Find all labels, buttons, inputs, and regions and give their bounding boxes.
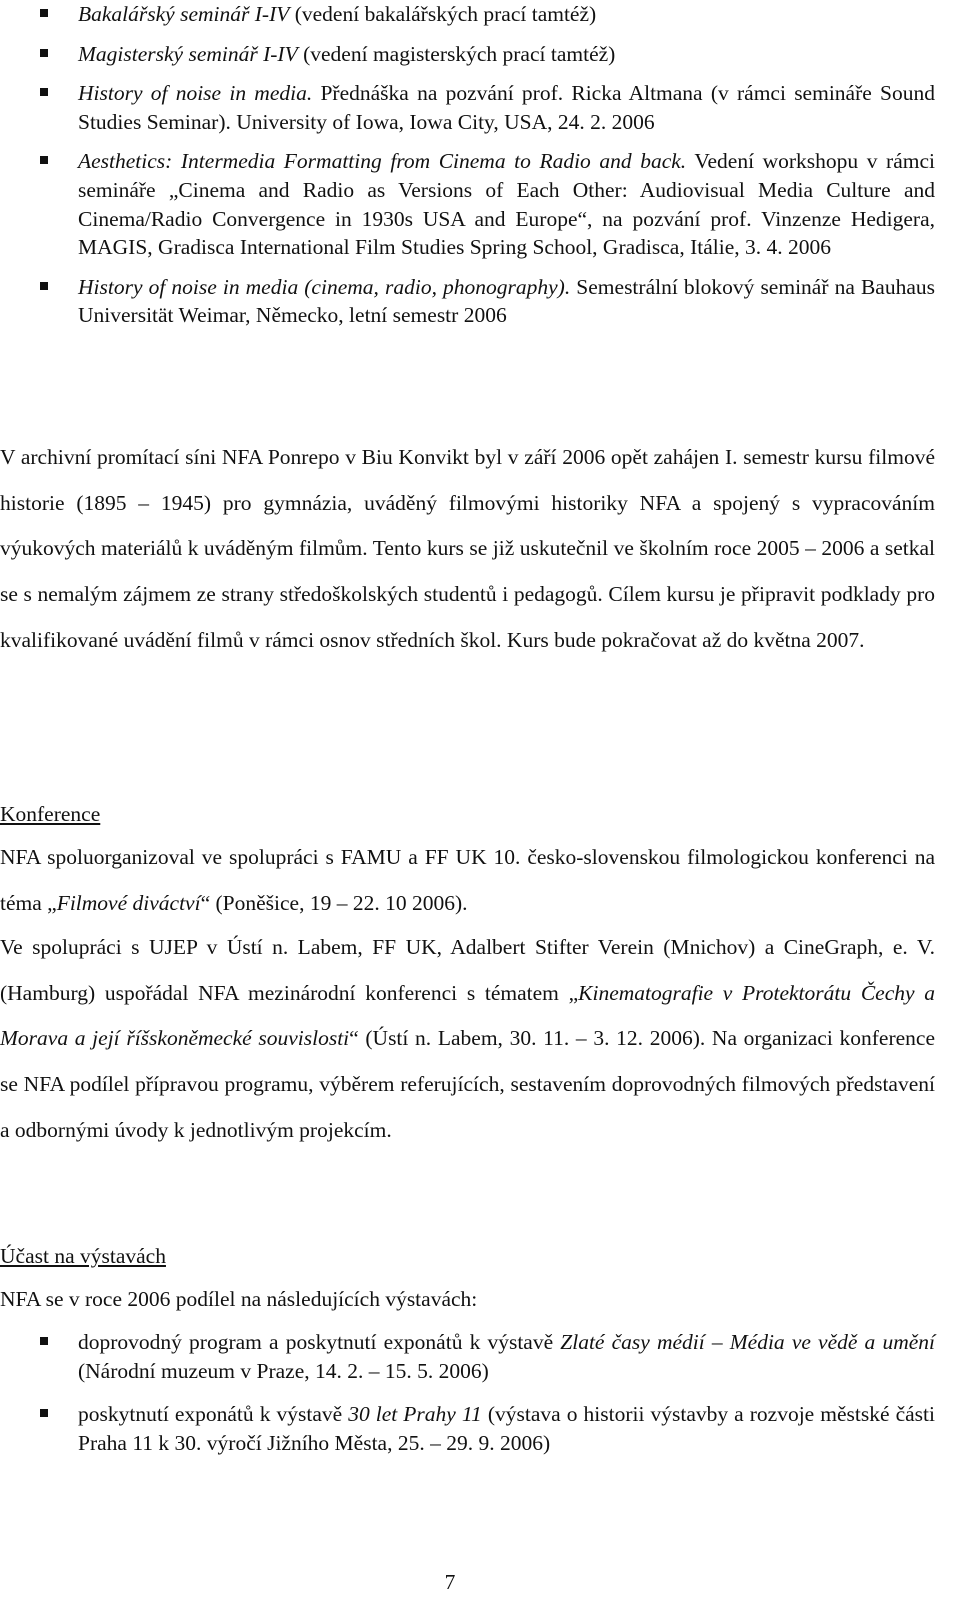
list-item: doprovodný program a poskytnutí exponátů k výstavě Zlaté časy médií – Média ve vědě a umění (Národní muzeum v Praze, 14. 2. – 15. 5. 2006) xyxy=(40,1328,935,1385)
list-item: History of noise in media. Přednáška na pozvání prof. Ricka Altmana (v rámci semináře Sound Studies Seminar). University of Iowa, Iowa City, USA, 24. 2. 2006 xyxy=(40,79,935,136)
bullet-icon xyxy=(40,9,48,17)
bullet-icon xyxy=(40,156,48,164)
conference-paragraph-1: NFA spoluorganizoval ve spolupráci s FAMU a FF UK 10. česko-slovenskou filmologickou konferenci na téma „Filmové diváctví“ (Poněšice, 19 – 22. 10 2006). xyxy=(0,845,935,915)
bullet-icon xyxy=(40,49,48,57)
conference-heading: Konference xyxy=(0,802,101,826)
conference-paragraph-2: Ve spolupráci s UJEP v Ústí n. Labem, FF UK, Adalbert Stifter Verein (Mnichov) a CineGraph, e. V. (Hamburg) uspořádal NFA mezinárodní konferenci s tématem „Kinematografie v Protektorátu Čechy a Morava a její říšskoněmecké souvislosti“ (Ústí n. Labem, 30. 11. – 3. 12. 2006). Na organizaci konference se NFA podílel přípravou programu, výběrem referujících, sestavením doprovodných filmových představení a odbornými úvody k jednotlivým projekcím. xyxy=(0,935,935,1142)
exhibitions-intro: NFA se v roce 2006 podílel na následujících výstavách: xyxy=(0,1287,478,1311)
archive-course-paragraph: V archivní promítací síni NFA Ponrepo v Biu Konvikt byl v září 2006 opět zahájen I. semestr kursu filmové historie (1895 – 1945) pro gymnázia, uváděný filmovými historiky NFA a spojený s vypracováním výukových materiálů k uváděným filmům. Tento kurs se již uskutečnil ve školním roce 2005 – 2006 a setkal se s nemalým zájmem ze strany středoškolských studentů i pedagogů. Cílem kursu je připravit podklady pro kvalifikované uvádění filmů v rámci osnov středních škol. Kurs bude pokračovat až do května 2007. xyxy=(0,445,935,652)
bullet-icon xyxy=(40,1409,48,1417)
list-item: poskytnutí exponátů k výstavě 30 let Prahy 11 (výstava o historii výstavby a rozvoje městské části Praha 11 k 30. výročí Jižního Města, 25. – 29. 9. 2006) xyxy=(40,1400,935,1457)
list-item: Aesthetics: Intermedia Formatting from Cinema to Radio and back. Vedení workshopu v rámci semináře „Cinema and Radio as Versions of Each Other: Audiovisual Media Culture and Cinema/Radio Convergence in 1930s USA and Europe“, na pozvání prof. Vinzenze Hedigera, MAGIS, Gradisca International Film Studies Spring School, Gradisca, Itálie, 3. 4. 2006 xyxy=(40,147,935,261)
list-item: Bakalářský seminář I-IV (vedení bakalářských prací tamtéž) xyxy=(40,0,935,29)
list-item: History of noise in media (cinema, radio, phonography). Semestrální blokový seminář na Bauhaus Universität Weimar, Německo, letní semestr 2006 xyxy=(40,273,935,330)
list-item: Magisterský seminář I-IV (vedení magisterských prací tamtéž) xyxy=(40,40,935,69)
exhibitions-list xyxy=(40,1328,935,1457)
bullet-icon xyxy=(40,1337,48,1345)
page-number: 7 xyxy=(444,1570,456,1594)
bullet-icon xyxy=(40,282,48,290)
bullet-icon xyxy=(40,88,48,96)
teaching-list xyxy=(40,0,935,330)
exhibitions-heading: Účast na výstavách xyxy=(0,1244,166,1268)
